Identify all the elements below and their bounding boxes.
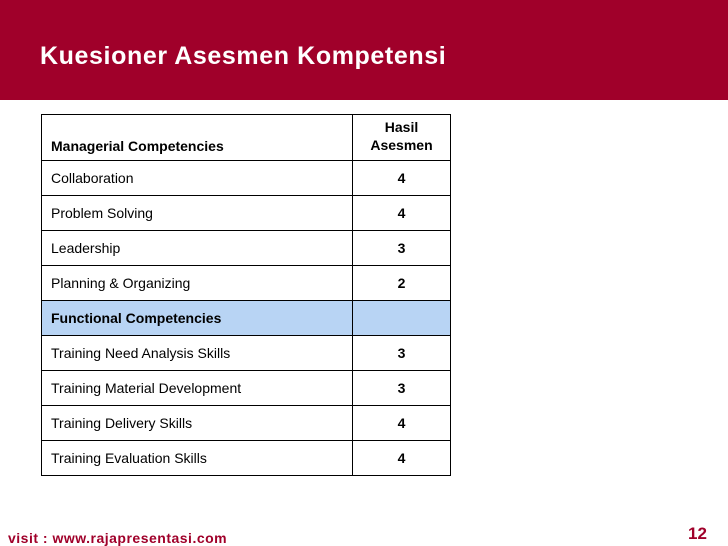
- table-row: [42, 371, 451, 406]
- competency-table-container: [41, 114, 450, 476]
- section-row-functional: [42, 301, 451, 336]
- competency-score: 3: [353, 231, 451, 266]
- competency-name: Training Evaluation Skills: [42, 441, 353, 476]
- header-managerial-competencies: Managerial Competencies: [42, 115, 353, 161]
- table-row: [42, 336, 451, 371]
- header-score-line2: Asesmen: [370, 137, 433, 153]
- section-functional-competencies: Functional Competencies: [42, 301, 353, 336]
- header-hasil-asesmen: [353, 115, 451, 161]
- competency-score: 3: [353, 336, 451, 371]
- competency-score: 3: [353, 371, 451, 406]
- competency-name: Leadership: [42, 231, 353, 266]
- competency-name: Training Material Development: [42, 371, 353, 406]
- table-row: [42, 406, 451, 441]
- competency-name: Training Need Analysis Skills: [42, 336, 353, 371]
- competency-name: Planning & Organizing: [42, 266, 353, 301]
- competency-score: 4: [353, 196, 451, 231]
- footer-website-link[interactable]: visit : www.rajapresentasi.com: [8, 530, 228, 546]
- table-row: [42, 231, 451, 266]
- competency-name: Training Delivery Skills: [42, 406, 353, 441]
- header-band: [0, 0, 728, 100]
- competency-score: 2: [353, 266, 451, 301]
- table-header-row: [42, 115, 451, 161]
- table-row: [42, 161, 451, 196]
- table-row: [42, 196, 451, 231]
- page-number: 12: [688, 524, 707, 543]
- competency-name: Collaboration: [42, 161, 353, 196]
- competency-name: Problem Solving: [42, 196, 353, 231]
- table-row: [42, 441, 451, 476]
- section-score-empty: [353, 301, 451, 336]
- header-score-line1: Hasil: [384, 119, 419, 135]
- competency-score: 4: [353, 161, 451, 196]
- table-row: [42, 266, 451, 301]
- competency-score: 4: [353, 441, 451, 476]
- slide-title: Kuesioner Asesmen Kompetensi: [40, 42, 447, 70]
- competency-score: 4: [353, 406, 451, 441]
- competency-table: [41, 114, 451, 476]
